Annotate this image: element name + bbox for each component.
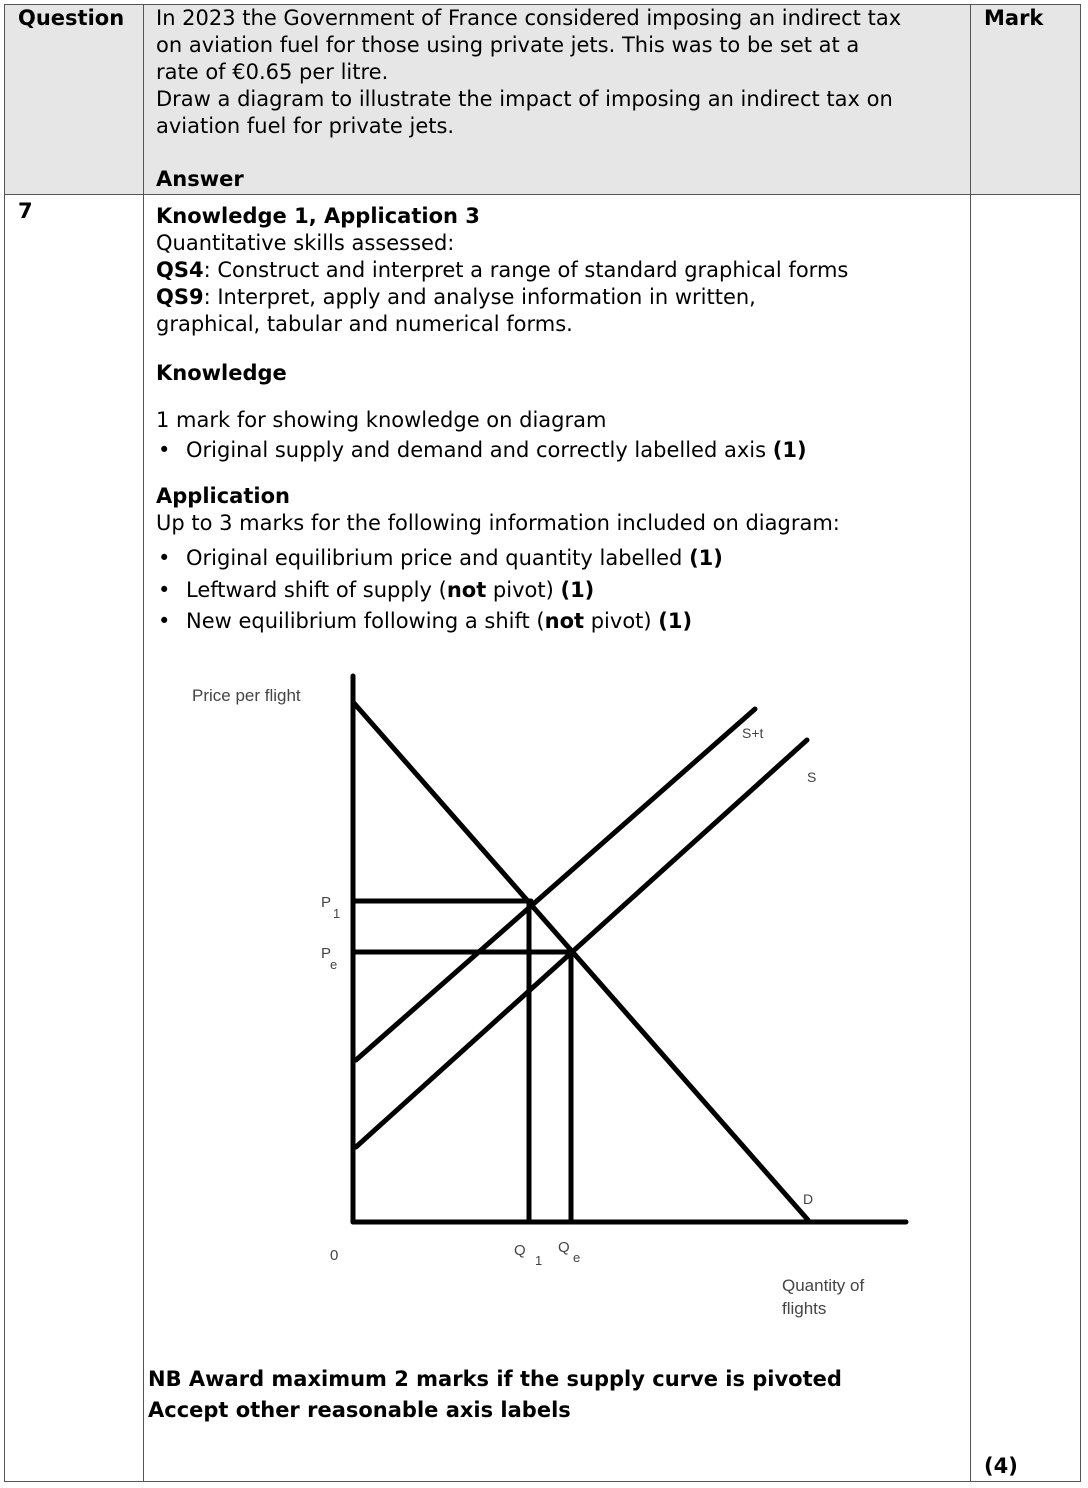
question-prompt: [156, 5, 901, 140]
list-item: [156, 575, 723, 607]
qe-subscript: e: [573, 1250, 581, 1265]
x-axis-label: flights: [782, 1299, 827, 1318]
qs9-line: [156, 284, 848, 311]
list-item-emphasis: not: [544, 609, 585, 633]
pe-label: P: [321, 945, 332, 962]
pe-subscript: e: [330, 957, 338, 972]
origin-label: 0: [330, 1247, 339, 1264]
qs4-text: : Construct and interpret a range of standard graphical forms: [203, 258, 849, 282]
supply-tax-curve: [356, 709, 755, 1060]
list-item-emphasis: not: [446, 577, 487, 602]
prompt-line: on aviation fuel for those using private jets. This was to be set at a: [156, 33, 860, 57]
table-border-right: [1080, 4, 1081, 1482]
series-label-tax-supply: S+t: [742, 725, 764, 741]
list-item-text: Leftward shift of supply (: [186, 577, 447, 602]
p1-subscript: 1: [333, 906, 341, 921]
tax-diagram: [150, 660, 930, 1340]
qe-label: Q: [558, 1239, 570, 1256]
supply-curve: [356, 740, 807, 1147]
list-item: [156, 437, 807, 464]
mark-total: (4): [984, 1454, 1018, 1478]
nb-note: [148, 1364, 842, 1426]
list-item-text: Original supply and demand and correctly labelled axis: [186, 438, 767, 462]
knowledge-heading: Knowledge: [156, 361, 287, 385]
q1-label: Q: [514, 1242, 526, 1259]
application-intro: Up to 3 marks for the following information included on diagram:: [156, 511, 840, 535]
list-item-text: New equilibrium following a shift (: [186, 609, 545, 633]
nb-line: Accept other reasonable axis labels: [148, 1398, 571, 1422]
knowledge-list: [156, 437, 807, 464]
nb-line: NB Award maximum 2 marks if the supply curve is pivoted: [148, 1367, 842, 1391]
knowledge-intro: 1 mark for showing knowledge on diagram: [156, 408, 607, 432]
series-label-supply: S: [807, 769, 817, 785]
p1-label: P: [321, 894, 332, 911]
qs9-code: QS9: [156, 285, 204, 309]
qs9-text: : Interpret, apply and analyse information in written,: [203, 285, 756, 309]
list-item-mark: (1): [560, 577, 595, 602]
mark-scheme-intro: [156, 203, 848, 338]
table-border-bottom: [4, 1481, 1081, 1482]
qs-intro: Quantitative skills assessed:: [156, 231, 455, 255]
list-item: [156, 606, 723, 638]
series-label-demand: D: [803, 1191, 814, 1207]
demand-curve: [353, 702, 808, 1220]
qs4-line: [156, 257, 848, 284]
answer-label: Answer: [156, 167, 244, 191]
list-item-text: pivot): [486, 577, 554, 602]
application-heading: Application: [156, 484, 290, 508]
prompt-line: In 2023 the Government of France considered imposing an indirect tax: [156, 6, 902, 30]
question-column-header: Question: [18, 6, 125, 30]
table-divider-question: [143, 4, 144, 1482]
x-axis-label: Quantity of: [782, 1276, 865, 1295]
question-number: 7: [18, 199, 33, 223]
qs4-code: QS4: [156, 258, 204, 282]
q1-subscript: 1: [535, 1253, 543, 1268]
table-divider-mark: [970, 4, 971, 1482]
list-item-mark: (1): [689, 546, 723, 570]
list-item-mark: (1): [658, 609, 693, 633]
list-item: [156, 543, 723, 575]
list-item-text: pivot): [584, 609, 652, 633]
mark-column-header: Mark: [984, 6, 1044, 30]
table-border-left: [4, 4, 5, 1482]
prompt-line: rate of €0.65 per litre.: [156, 60, 389, 84]
qs9-line-continued: graphical, tabular and numerical forms.: [156, 312, 573, 336]
list-item-mark: (1): [772, 438, 807, 462]
table-border-header: [4, 194, 1081, 195]
mark-allocation-heading: Knowledge 1, Application 3: [156, 204, 480, 228]
application-list: [156, 543, 723, 638]
prompt-line: aviation fuel for private jets.: [156, 114, 455, 138]
list-item-text: Original equilibrium price and quantity labelled: [186, 546, 683, 570]
y-axis-label: Price per flight: [192, 686, 301, 705]
prompt-line: Draw a diagram to illustrate the impact of imposing an indirect tax on: [156, 87, 893, 111]
